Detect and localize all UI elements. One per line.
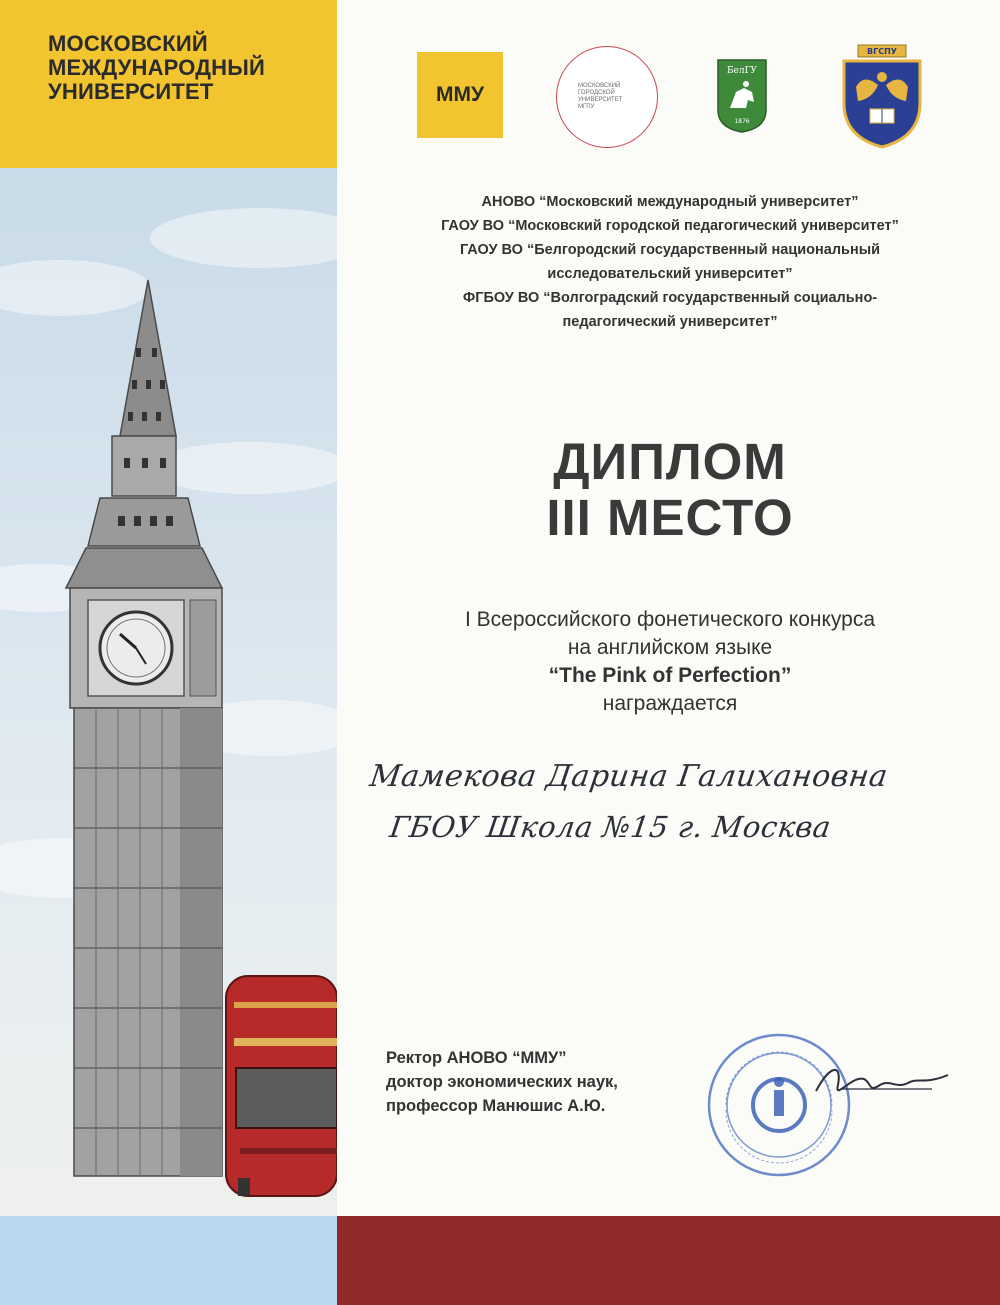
bottom-red-band [337,1216,1000,1305]
university-name-line: МОСКОВСКИЙ [48,31,208,56]
founders-list [340,190,1000,334]
official-stamp [704,1030,854,1180]
diploma-title [340,434,1000,546]
signatory-line: профессор Манюшис А.Ю. [386,1097,606,1115]
contest-name: “The Pink of Perfection” [548,664,792,687]
rector-signature [812,1055,952,1105]
mgpu-logo-text: МОСКОВСКИЙ ГОРОДСКОЙ УНИВЕРСИТЕТ МГПУ [578,83,623,110]
belgu-year: 1876 [734,118,750,125]
place-heading: III МЕСТО [546,489,794,546]
signatory-line: доктор экономических наук, [386,1073,618,1091]
signatory-line: Ректор АНОВО “ММУ” [386,1049,567,1067]
contest-line: на английском языке [567,636,773,659]
contest-line: I Всероссийского фонетического конкурса [464,608,876,631]
diploma-heading: ДИПЛОМ [553,433,787,490]
mmu-logo-text: ММУ [435,83,485,106]
handwritten-awardee [360,752,980,852]
mgpu-logo [556,46,658,148]
belgu-logo [716,58,768,134]
mmu-logo [417,52,503,138]
vgspu-logo-text: ВГСПУ [867,47,897,56]
university-name-line: МЕЖДУНАРОДНЫЙ [48,55,266,80]
founder-line: исследовательский университет” [547,266,793,282]
bottom-blue-band [0,1216,337,1305]
signatory-block [386,1046,618,1118]
founder-line: педагогический университет” [562,314,778,330]
vgspu-crest-logo [834,43,930,149]
university-name [48,32,265,104]
big-ben-illustration [0,168,337,1216]
founder-line: ГАОУ ВО “Белгородский государственный национальный [459,242,881,258]
founder-line: ФГБОУ ВО “Волгоградский государственный социально- [462,290,878,306]
contest-description [340,606,1000,718]
awardee-name: Мамекова Дарина Галихановна [367,759,891,794]
university-name-line: УНИВЕРСИТЕТ [48,79,214,104]
founder-line: АНОВО “Московский международный университет” [481,194,859,210]
belgu-logo-text: БелГУ [726,66,758,76]
founder-line: ГАОУ ВО “Московский городской педагогический университет” [441,218,899,234]
awarded-label: награждается [602,692,738,715]
left-decorative-column [0,0,337,1305]
awardee-school: ГБОУ Школа №15 г. Москва [387,810,834,844]
